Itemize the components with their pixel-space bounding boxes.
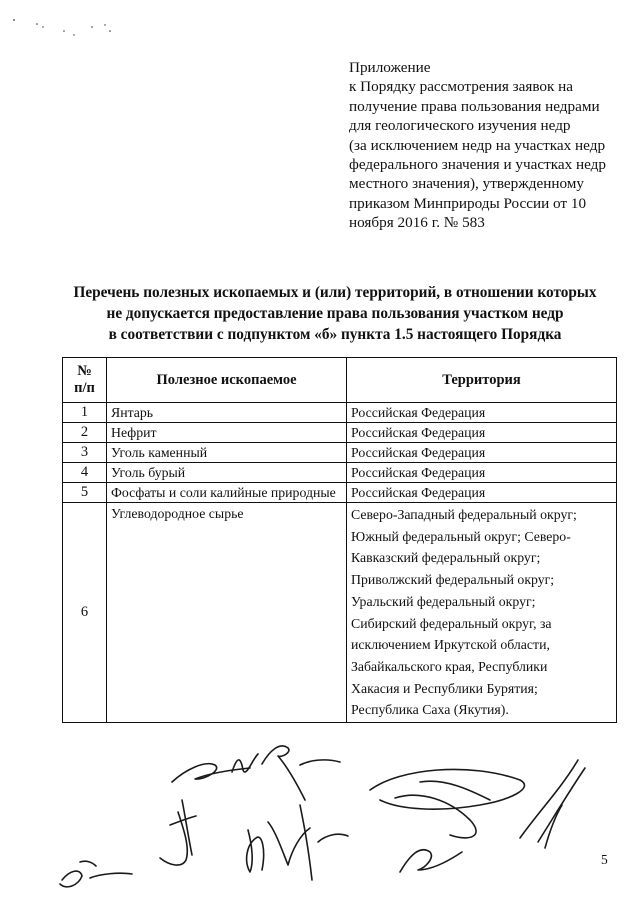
row-territory: Российская Федерация (347, 463, 617, 483)
signature-stroke (395, 795, 476, 838)
row-territory: Российская Федерация (347, 403, 617, 423)
row-mineral: Нефрит (107, 423, 347, 443)
row-mineral: Уголь бурый (107, 463, 347, 483)
row-number: 2 (63, 423, 107, 443)
appendix-line: Приложение (349, 59, 431, 76)
signature-stroke (370, 769, 524, 809)
table-row (63, 443, 617, 463)
signature-stroke (160, 812, 187, 865)
signature-stroke (60, 871, 82, 887)
signature-stroke (172, 764, 250, 782)
appendix-line: ноября 2016 г. № 583 (349, 214, 485, 232)
table-row (63, 403, 617, 423)
appendix-line: получение права пользования недрами (349, 97, 600, 115)
appendix-line: приказом Минприроды России от 10 (349, 194, 587, 212)
document-title (40, 282, 630, 345)
row-number: 1 (63, 403, 107, 423)
signature-stroke (300, 805, 312, 880)
signature-stroke (170, 816, 196, 825)
page-number: 5 (601, 852, 608, 867)
signature-stroke (90, 873, 132, 878)
signature-stroke (262, 746, 305, 800)
row-number: 4 (63, 463, 107, 483)
appendix-line: федерального значения и участках недр (349, 156, 607, 174)
signature-stroke (318, 834, 348, 842)
territory-line: Хакасия и Республики Бурятия; (351, 680, 538, 696)
signature-stroke (520, 760, 578, 838)
signature-stroke (420, 781, 490, 800)
row-mineral: Углеводородное сырье (107, 503, 347, 723)
table-row (63, 483, 617, 503)
row-mineral: Янтарь (107, 403, 347, 423)
title-line: в соответствии с подпунктом «б» пункта 1.5 настоящего Порядка (108, 326, 562, 343)
signature-stroke (232, 754, 258, 772)
signature-stroke (300, 760, 340, 765)
header-territory: Территория (347, 358, 617, 403)
row-mineral: Фосфаты и соли калийные природные (107, 483, 347, 503)
appendix-line: местного значения), утвержденному (349, 175, 584, 193)
table-row (63, 503, 617, 723)
signature-stroke (247, 830, 264, 872)
signature-stroke (400, 850, 462, 872)
appendix-line: для геологического изучения недр (349, 117, 571, 135)
signature-stroke (182, 800, 192, 855)
row-territory: Российская Федерация (347, 443, 617, 463)
row-number: 3 (63, 443, 107, 463)
territory-line: Республика Саха (Якутия). (351, 702, 509, 718)
signature-stroke (545, 805, 562, 848)
appendix-header (349, 58, 619, 233)
title-line: Перечень полезных ископаемых и (или) территорий, в отношении которых (73, 284, 597, 301)
territory-line: Северо-Западный федеральный округ; (351, 507, 577, 522)
signature-stroke (268, 822, 310, 865)
row-territory: Российская Федерация (347, 423, 617, 443)
appendix-line: к Порядку рассмотрения заявок на (349, 78, 574, 96)
row-mineral: Уголь каменный (107, 443, 347, 463)
territory-line: Сибирский федеральный округ, за (351, 615, 552, 631)
table-row (63, 463, 617, 483)
minerals-table (62, 357, 617, 723)
title-line: не допускается предоставление права пользования участком недр (106, 305, 564, 322)
row-number: 6 (63, 503, 107, 723)
territory-line: Кавказский федеральный округ; (351, 550, 541, 566)
table-header-row (63, 358, 617, 403)
territory-line: Уральский федеральный округ; (351, 593, 536, 609)
signature-stroke (538, 768, 585, 842)
table-row (63, 423, 617, 443)
appendix-line: (за исключением недр на участках недр (349, 136, 606, 154)
row-territory (347, 503, 617, 723)
territory-line: Южный федеральный округ; Северо- (351, 528, 571, 544)
territory-line: Приволжский федеральный округ; (351, 572, 555, 588)
header-number: № п/п (63, 358, 107, 403)
signature-stroke (80, 861, 96, 866)
territory-line: исключением Иркутской области, (351, 637, 550, 653)
header-mineral: Полезное ископаемое (107, 358, 347, 403)
row-territory: Российская Федерация (347, 483, 617, 503)
territory-line: Забайкальского края, Республики (351, 658, 548, 674)
row-number: 5 (63, 483, 107, 503)
scan-specks (0, 0, 140, 50)
